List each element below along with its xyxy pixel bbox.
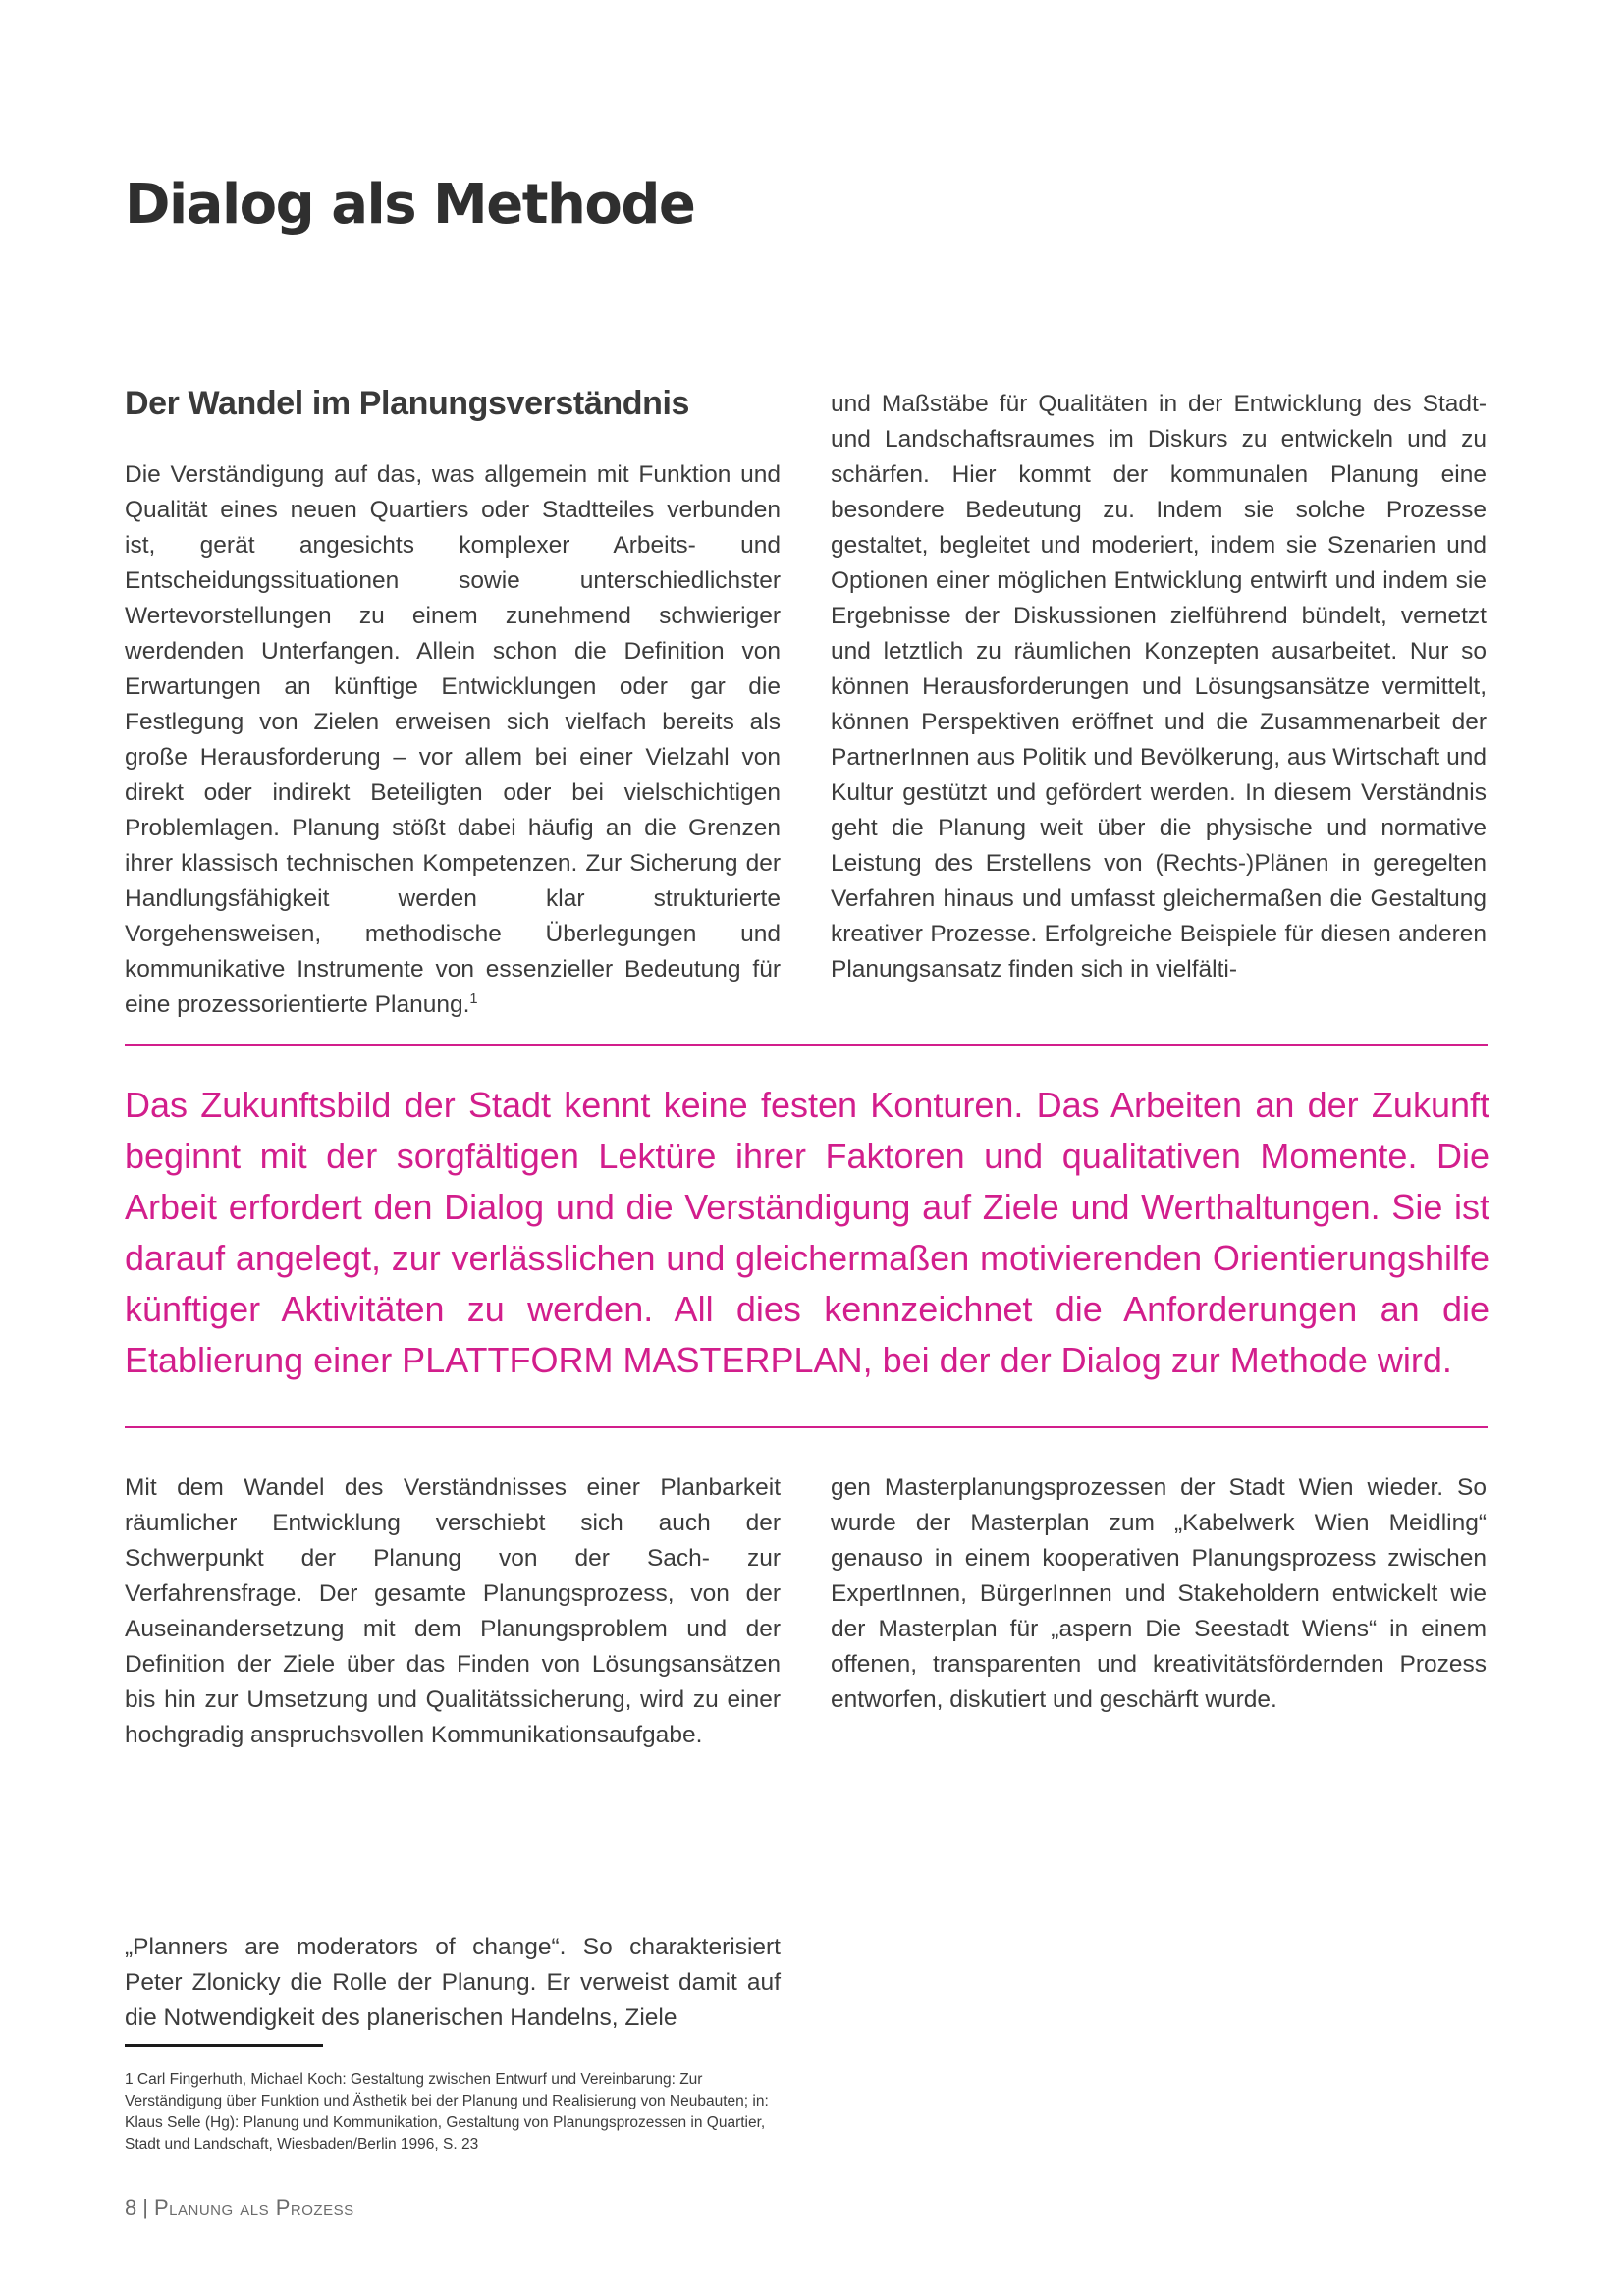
pull-quote: Das Zukunftsbild der Stadt kennt keine festen Konturen. Das Arbeiten an der Zukunft beginnt mit der sorgfältigen Lektüre ihrer Faktoren und qualitativen Momente. Die Arbeit erfordert den Dialog und die Verständigung auf Ziele und Werthaltungen. Sie ist darauf angelegt, zur verlässlichen und gleichermaßen motivierenden Orientierungshilfe künftiger Aktivitäten zu werden. All dies kennzeichnet die Anforderungen an die Etablierung einer PLATTFORM MASTERPLAN, bei der der Dialog zur Methode wird. xyxy=(125,1085,1489,1380)
section-name: Planung als Prozess xyxy=(153,2195,354,2219)
footnote: 1 Carl Fingerhuth, Michael Koch: Gestaltung zwischen Entwurf und Vereinbarung: Zur Verständigung über Funktion und Ästhetik bei der Planung und Realisierung von Neubauten; in: Klaus Selle (Hg): Planung und Kommunikation, Gestaltung von Planungsprozessen in Quartier, Stadt und Landschaft, Wiesbaden/Berlin 1996, S. 23 xyxy=(125,2071,769,2153)
paragraph-planners-quote: „Planners are moderators of change“. So charakterisiert Peter Zlonicky die Rolle der Planung. Er verweist damit auf die Notwendigkeit des planerischen Handelns, Ziele xyxy=(125,1934,781,2031)
paragraph-continuation: und Maßstäbe für Qualitäten in der Entwicklung des Stadt- und Landschaftsraumes im Diskurs zu entwickeln und zu schärfen. Hier kommt der kommunalen Planung eine besondere Bedeutung zu. Indem sie solche Prozesse gestaltet, begleitet und moderiert, indem sie Szenarien und Optionen einer möglichen Entwicklung entwirft und indem sie Ergebnisse der Diskussionen zielführend bündelt, vernetzt und letztlich zu räumlichen Konzepten ausarbeitet. Nur so können Herausforderungen und Lösungsansätze vermittelt, können Perspektiven eröffnet und die Zusammenarbeit der PartnerInnen aus Politik und Bevölkerung, aus Wirtschaft und Kultur gestützt und gefördert werden. In diesem Verständnis geht die Planung weit über die physische und normative Leistung des Erstellens von (Rechts-)Plänen in geregelten Verfahren hinaus und umfasst gleichermaßen die Gestaltung kreativer Prozesse. Erfolgreiche Beispiele für diesen anderen Planungsansatz finden sich in vielfälti- xyxy=(831,391,1487,983)
left-column-bottom xyxy=(125,1470,781,1753)
left-column-top xyxy=(125,457,781,1023)
footnote-ref: 1 xyxy=(469,990,478,1007)
page-number: 8 xyxy=(125,2195,137,2219)
footer-separator: | xyxy=(142,2195,148,2219)
page-title: Dialog als Methode xyxy=(125,173,695,237)
right-column-top xyxy=(831,387,1487,988)
divider-bottom xyxy=(125,1426,1488,1428)
page-footer xyxy=(125,2195,354,2220)
paragraph-intro: Die Verständigung auf das, was allgemein mit Funktion und Qualität eines neuen Quartiers oder Stadtteiles verbunden ist, gerät angesichts komplexer Arbeits- und Entscheidungssituationen sowie unterschiedlichster Wertevorstellungen zu einem zunehmend schwieriger werdenden Unterfangen. Allein schon die Definition von Erwartungen an künftige Entwicklungen oder gar die Festlegung von Zielen erweisen sich vielfach bereits als große Herausforderung – vor allem bei einer Vielzahl von direkt oder indirekt Beteiligten oder bei vielschichtigen Problemlagen. Planung stößt dabei häufig an die Grenzen ihrer klassisch technischen Kompetenzen. Zur Sicherung der Handlungsfähigkeit werden klar strukturierte Vorgehensweisen, methodische Überlegungen und kommunikative Instrumente von essenzieller Bedeutung für eine prozessorientierte Planung. xyxy=(125,461,781,1018)
paragraph-examples: gen Masterplanungsprozessen der Stadt Wien wieder. So wurde der Masterplan zum „Kabelwerk Wien Meidling“ genauso in einem kooperativen Planungsprozess zwischen ExpertInnen, BürgerInnen und Stakeholdern entwickelt wie der Masterplan für „aspern Die Seestadt Wiens“ in einem offenen, transparenten und kreativitätsfördernden Prozess entworfen, diskutiert und geschärft wurde. xyxy=(831,1474,1487,1713)
footnote-divider xyxy=(125,2044,323,2047)
section-subheading: Der Wandel im Planungsverständnis xyxy=(125,385,690,422)
right-column-bottom xyxy=(831,1470,1487,1718)
paragraph-process: Mit dem Wandel des Verständnisses einer Planbarkeit räumlicher Entwicklung verschiebt sich auch der Schwerpunkt der Planung von der Sach- zur Verfahrensfrage. Der gesamte Planungsprozess, von der Auseinandersetzung mit dem Planungsproblem und der Definition der Ziele über das Finden von Lösungsansätzen bis hin zur Umsetzung und Qualitätssicherung, wird zu einer hochgradig anspruchsvollen Kommunikationsaufgabe. xyxy=(125,1474,781,1748)
divider-top xyxy=(125,1044,1488,1046)
left-column-lower xyxy=(125,1930,781,2036)
